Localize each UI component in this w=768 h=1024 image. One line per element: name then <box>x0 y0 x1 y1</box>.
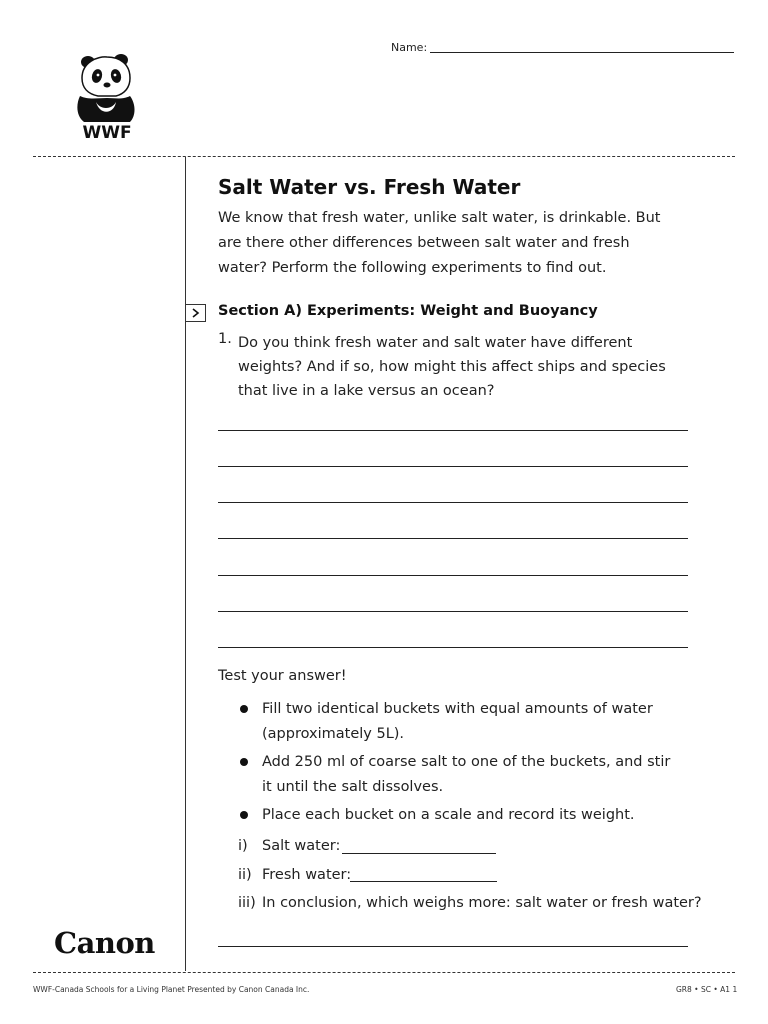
answer-line[interactable] <box>218 466 688 467</box>
name-label: Name: <box>391 41 428 54</box>
salt-water-label: Salt water: <box>262 838 341 854</box>
answer-line[interactable] <box>218 611 688 612</box>
sub-item-numeral: i) <box>238 838 248 854</box>
salt-water-field[interactable] <box>342 853 496 854</box>
bullet-icon <box>240 811 248 819</box>
footer-credit: WWF-Canada Schools for a Living Planet Presented by Canon Canada Inc. <box>33 985 310 994</box>
conclusion-question: In conclusion, which weighs more: salt water or fresh water? <box>262 895 702 911</box>
sub-item-numeral: ii) <box>238 867 252 883</box>
answer-line[interactable] <box>218 575 688 576</box>
bottom-dashed-divider <box>33 972 735 973</box>
test-prompt: Test your answer! <box>218 668 347 684</box>
conclusion-answer-line[interactable] <box>218 946 688 947</box>
answer-line[interactable] <box>218 538 688 539</box>
canon-logo: Canon <box>54 926 155 960</box>
sub-item-numeral: iii) <box>238 895 256 911</box>
list-item <box>238 697 678 746</box>
page-title: Salt Water vs. Fresh Water <box>218 175 521 199</box>
footer-page-code: GR8 • SC • A1 1 <box>676 985 738 994</box>
instruction-list <box>238 697 678 832</box>
question-number: 1. <box>218 331 232 347</box>
answer-line[interactable] <box>218 430 688 431</box>
name-field[interactable] <box>430 52 734 53</box>
wwf-panda-logo <box>74 52 140 140</box>
top-dashed-divider <box>33 156 735 157</box>
list-item <box>238 803 678 828</box>
intro-paragraph: We know that fresh water, unlike salt water, is drinkable. But are there other differences between salt water and fresh water? Perform the following experiments to find out. <box>218 210 661 276</box>
bullet-icon <box>240 758 248 766</box>
list-item-text: Place each bucket on a scale and record its weight. <box>262 807 635 823</box>
fresh-water-label: Fresh water: <box>262 867 352 883</box>
chevron-right-icon <box>186 304 206 322</box>
margin-rule <box>185 157 186 971</box>
list-item-text: Fill two identical buckets with equal amounts of water (approximately 5L). <box>262 701 653 742</box>
question-text: Do you think fresh water and salt water have different weights? And if so, how might this affect ships and species that live in a lake versus an ocean? <box>238 335 666 399</box>
list-item-text: Add 250 ml of coarse salt to one of the buckets, and stir it until the salt dissolves. <box>262 754 671 795</box>
section-heading: Section A) Experiments: Weight and Buoyancy <box>218 303 598 319</box>
wwf-logo-text: WWF <box>82 123 132 140</box>
fresh-water-field[interactable] <box>350 881 497 882</box>
bullet-icon <box>240 705 248 713</box>
answer-line[interactable] <box>218 502 688 503</box>
answer-line[interactable] <box>218 647 688 648</box>
list-item <box>238 750 678 799</box>
